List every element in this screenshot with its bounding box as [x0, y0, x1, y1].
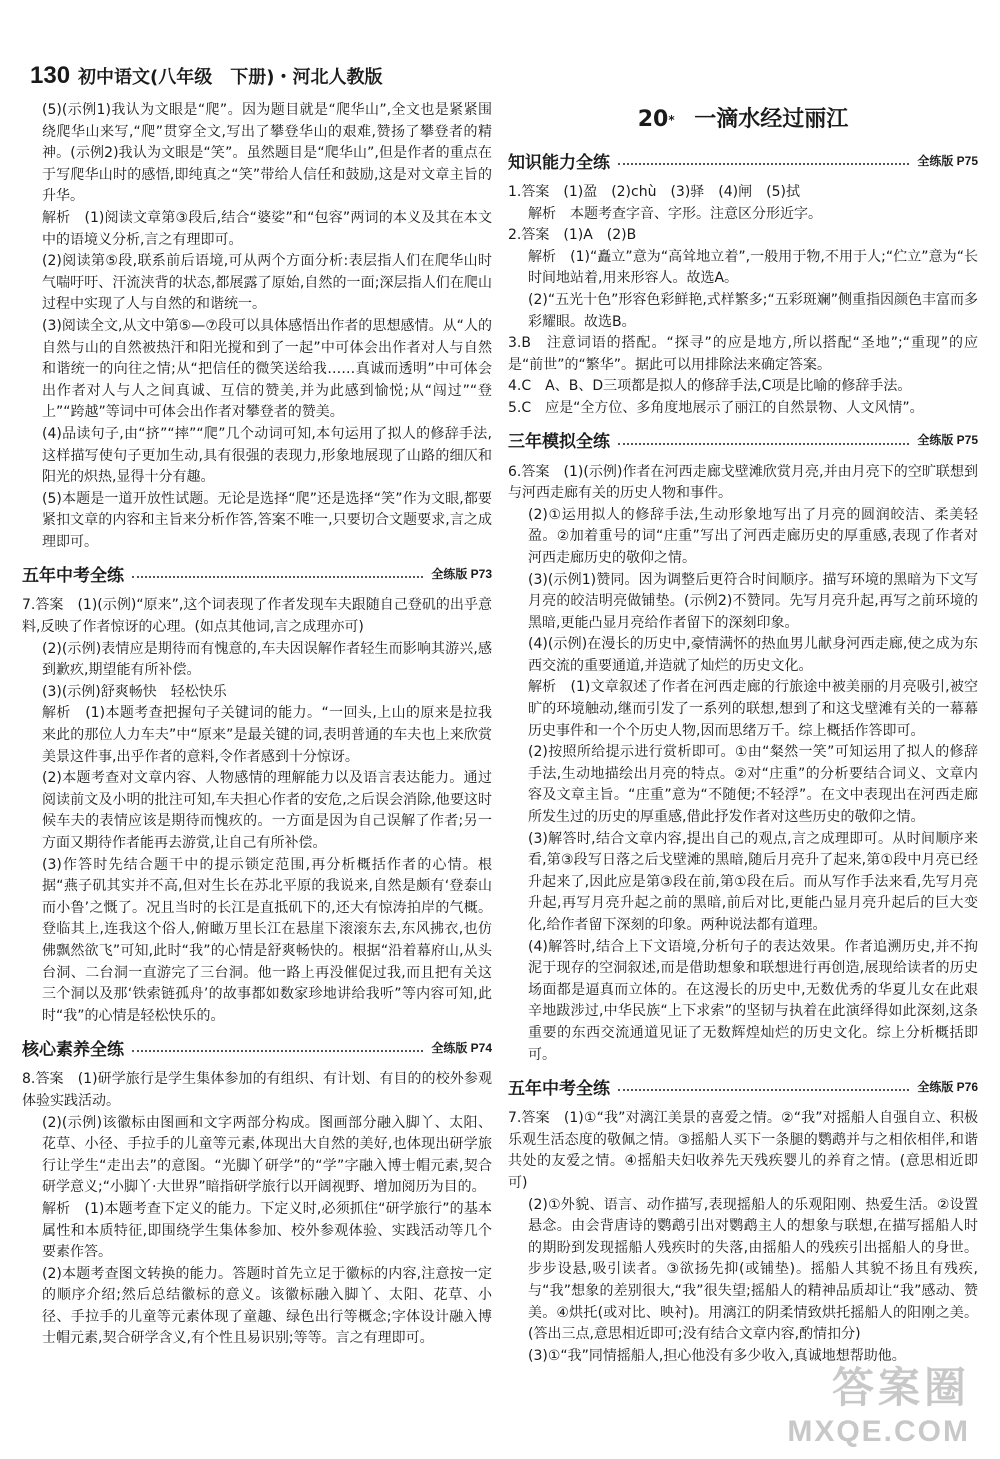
paragraph: 解析 (1)阅读文章第③段后,结合“婆娑”和“包容”两词的本义及其在本文中的语境义分析,言之有理即可。: [42, 209, 492, 248]
paragraph: (2)按照所给提示进行赏析即可。①由“粲然一笑”可知运用了拟人的修辞手法,生动地描绘出月亮的特点。②对“庄重”的分析要结合词义、文章内容及文章主旨。“庄重”意为“不随便;不轻浮”。在文中表现出在河西走廊所发生过的历史的厚重感,借此抒发作者对这些历史的敬仰之情。: [528, 744, 978, 826]
lesson-title: [508, 100, 978, 140]
paragraph: 8.答案 (1)研学旅行是学生集体参加的有组织、有计划、有目的的校外参观体验实践活动。: [22, 1071, 492, 1109]
paragraph: 7.答案 (1)(示例)“原来”,这个词表现了作者发现车夫跟随自己登矶的出乎意料,反映了作者惊讶的心理。(如点其他词,言之成理亦可): [22, 597, 492, 636]
page-header: [30, 62, 490, 102]
paragraph: (4)品读句子,由“挤”“摔”“爬”几个动词可知,本句运用了拟人的修辞手法,这样描写使句子更加生动,具有很强的表现力,形象地展现了山路的细仄和阳光的炽热,显得十分有趣。: [42, 425, 492, 486]
lesson-number: 20: [637, 107, 669, 132]
section-title: 五年中考全练: [22, 565, 124, 586]
paragraph: (2)本题考查对文章内容、人物感情的理解能力以及语言表达能力。通过阅读前文及小明的批注可知,车夫担心作者的安危,之后误会消除,他要这时候车夫的表情应该是期待而愧疚的。一方面是因为自己误解了作者;另一方面又期待作者能再去游赏,让自己有所补偿。: [42, 770, 492, 851]
paragraph: 3.B 注意词语的搭配。“探寻”的应是地方,所以搭配“圣地”;“重现”的应是“前世”的“繁华”。据此可以用排除法来确定答案。: [508, 335, 978, 373]
paragraph: 1.答案 (1)盈 (2)chù (3)驿 (4)闸 (5)拭: [508, 184, 800, 200]
paragraph: (5)(示例1)我认为文眼是“爬”。因为题目就是“爬华山”,全文也是紧紧围绕爬华山来写,“爬”贯穿全文,写出了攀登华山的艰难,赞扬了攀登者的精神。(示例2)我认为文眼是“笑”。虽然题目是“爬华山”,但是作者的重点在于写爬华山时的感悟,即纯真之“笑”带给人信任和鼓励,这是对文章主旨的升华。: [42, 102, 492, 205]
paragraph: 6.答案 (1)(示例)作者在河西走廊戈壁滩欣赏月亮,并由月亮下的空旷联想到与河西走廊有关的历史人物和事件。: [508, 463, 978, 502]
section-title: 五年中考全练: [508, 1078, 610, 1099]
paragraph: 解析 (1)本题考查下定义的能力。下定义时,必须抓住“研学旅行”的基本属性和本质特征,即围绕学生集体参加、校外参观体验、实践活动等几个要素作答。: [42, 1200, 492, 1261]
paragraph: (2)①运用拟人的修辞手法,生动形象地写出了月亮的圆润皎洁、柔美轻盈。②加着重号的词“庄重”写出了河西走廊历史的厚重感,表现了作者对河西走廊历史的敬仰之情。: [528, 506, 978, 566]
lesson-name: 一滴水经过丽江: [694, 107, 849, 132]
watermark: [787, 1355, 970, 1449]
section-divider: [132, 1050, 423, 1052]
section-header: [508, 146, 978, 174]
paragraph: (2)本题考查图文转换的能力。答题时首先立足于徽标的内容,注意按一定的顺序介绍;然后总结徽标的意义。该徽标融入脚丫、太阳、花草、小径、手拉手的儿童等元素体现了童趣、绿色出行等概念;字体设计融入博士帽元素,契合研学含义,有个性且易识别;等等。言之有理即可。: [42, 1265, 492, 1347]
lesson-mark: *: [668, 113, 675, 127]
paragraph: (3)作答时先结合题干中的提示锁定范围,再分析概括作者的心情。根据“燕子矶其实并不高,但对生长在苏北平原的我说来,自然是颇有‘登泰山而小鲁’之慨了。况且当时的长江是直抵矶下的,还大有惊涛拍岸的气概。登临其上,连我这个俗人,俯瞰万里长江在悬崖下滚滚东去,东风拂衣,也仿佛飘然欲飞”可知,此时“我”的心情是舒爽畅快的。根据“沿着幕府山,从头台洞、二台洞一直游完了三台洞。他一路上再没催促过我,而且把有关这三个洞以及那‘铁索链孤舟’的故事都如数家珍地讲给我听”等内容可知,此时“我”的心情是轻松快乐的。: [42, 856, 492, 1024]
section-title: 知识能力全练: [508, 152, 610, 173]
paragraph: 解析 (1)本题考查把握句子关键词的能力。“一回头,上山的原来是拉我来此的那位人力车夫”中“原来”是最关键的词,表明普通的车夫也上来欣赏美景这件事,出乎作者的意料,令作者感到十分惊讶。: [42, 705, 492, 765]
paragraph: 5.C 应是“全方位、多角度地展示了丽江的自然景物、人文风情”。: [508, 399, 924, 416]
knowledge-block: [508, 182, 978, 420]
paragraph: (2)(示例)表情应是期待而有愧意的,车夫因误解作者轻生而影响其游兴,感到歉疚,期望能有所补偿。: [42, 640, 492, 679]
question-7-block: [508, 1108, 978, 1367]
paragraph: 解析 (1)“矗立”意为“高耸地立着”,一般用于物,不用于人;“伫立”意为“长时间地站着,用来形容人。故选A。: [528, 248, 978, 287]
paragraph: (3)(示例1)赞同。因为调整后更符合时间顺序。描写环境的黑暗为下文写月亮的皎洁明亮做铺垫。(示例2)不赞同。先写月亮升起,再写之前环境的黑暗,更能凸显月亮给作者留下的深刻印象。: [528, 571, 978, 631]
intro-block: [22, 100, 492, 553]
paragraph: (3)解答时,结合文章内容,提出自己的观点,言之成理即可。从时间顺序来看,第③段写日落之后戈壁滩的黑暗,随后月亮升了起来,第①段中月亮已经升起来了,因此应是第③段在前,第①段在后。而从写作手法来看,先写月亮升起,再写月亮升起之前的黑暗,前后对比,更能凸显月亮升起后的巨大变化,给作者留下深刻的印象。两种说法都有道理。: [528, 830, 978, 933]
section-divider: [618, 163, 909, 165]
question-6-block: [508, 462, 978, 1067]
paragraph: (2)①外貌、语言、动作描写,表现摇船人的乐观阳刚、热爱生活。②设置悬念。由会背唐诗的鹦鹉引出对鹦鹉主人的想象与联想,在描写摇船人时的期盼到发现摇船人残疾时的失落,由摇船人的残疾引出摇船人的身世。步步设悬,吸引读者。③欲扬先抑(或铺垫)。摇船人其貌不扬且有残疾,与“我”想象的差别很大,“我”很失望;摇船人的精神品质却让“我”感动、赞美。④烘托(或对比、映衬)。用漓江的阴柔情致烘托摇船人的阳刚之美。(答出三点,意思相近即可;没有结合文章内容,酌情扣分): [528, 1196, 978, 1343]
page-number: 130: [30, 62, 71, 89]
section-header: [22, 1033, 492, 1061]
paragraph: (4)解答时,结合上下文语境,分析句子的表达效果。作者追溯历史,并不拘泥于现存的空洞叙述,而是借助想象和联想进行再创造,展现给读者的历史场面都是逼真而立体的。在这漫长的历史中,无数优秀的华夏儿女在此艰辛地跋涉过,中华民族“上下求索”的坚韧与执着在此演绎得如此深刻,这条重要的东西交流通道见证了无数辉煌灿烂的历史文化。综上分析概括即可。: [528, 938, 978, 1063]
question-8-block: [22, 1069, 492, 1350]
paragraph: (4)(示例)在漫长的历史中,豪情满怀的热血男儿献身河西走廊,使之成为东西交流的重要通道,并造就了灿烂的历史文化。: [528, 636, 978, 674]
section-version: 全练版 P75: [917, 153, 978, 168]
section-divider: [618, 443, 909, 445]
section-divider: [132, 576, 423, 578]
section-header: [508, 426, 978, 454]
watermark-url: MXQE.COM: [787, 1415, 970, 1448]
paragraph: (2)(示例)该徽标由图画和文字两部分构成。图画部分融入脚丫、太阳、花草、小径、手拉手的儿童等元素,体现出大自然的美好,也体现出研学旅行让学生“走出去”的意图。“光脚丫研学”的“学”字融入博士帽元素,契合研学意义;“小脚丫·大世界”暗指研学旅行以开阔视野、增加阅历为目的。: [42, 1114, 492, 1196]
book-title: 初中语文(八年级 下册)・河北人教版: [78, 67, 383, 88]
left-column: [22, 100, 492, 1350]
section-title: 核心素养全练: [22, 1039, 124, 1060]
paragraph: 2.答案 (1)A (2)B: [508, 227, 637, 244]
section-version: 全练版 P74: [431, 1040, 492, 1055]
section-header: [508, 1072, 978, 1100]
question-7-block: [22, 595, 492, 1027]
section-title: 三年模拟全练: [508, 432, 610, 453]
paragraph: 4.C A、B、D三项都是拟人的修辞手法,C项是比喻的修辞手法。: [508, 378, 912, 395]
paragraph: (2)阅读第⑤段,联系前后语境,可从两个方面分析:表层指人们在爬华山时气喘吁吁、汗流浃背的状态,都展露了原始,自然的一面;深层指人们在爬山过程中实现了人与自然的和谐统一。: [42, 253, 492, 313]
watermark-logo: 答案圈: [831, 1363, 970, 1412]
section-version: 全练版 P73: [431, 566, 492, 581]
paragraph: 解析 (1)文章叙述了作者在河西走廊的行旅途中被美丽的月亮吸引,被空旷的环境触动,继而引发了一系列的联想,想到了和这戈壁滩有关的一幕幕历史事件和一个个历史人物,因而思绪万千。综上概括作答即可。: [528, 679, 978, 739]
right-column: [508, 100, 978, 1367]
paragraph: (5)本题是一道开放性试题。无论是选择“爬”还是选择“笑”作为文眼,都要紧扣文章的内容和主旨来分析作答,答案不唯一,只要切合文题要求,言之成理即可。: [42, 490, 492, 550]
section-version: 全练版 P76: [917, 1079, 978, 1094]
section-divider: [618, 1089, 909, 1091]
section-header: [22, 559, 492, 587]
paragraph: (2)“五光十色”形容色彩鲜艳,式样繁多;“五彩斑斓”侧重指因颜色丰富而多彩耀眼。故选B。: [528, 291, 979, 330]
section-version: 全练版 P75: [917, 433, 978, 448]
paragraph: 解析 本题考查字音、字形。注意区分形近字。: [528, 205, 822, 222]
paragraph: 7.答案 (1)①“我”对漓江美景的喜爱之情。②“我”对摇船人自强自立、积极乐观生活态度的敬佩之情。③摇船人买下一条腿的鹦鹉并与之相依相伴,和谐共处的友爱之情。④摇船夫妇收养先天残疾婴儿的养育之情。(意思相近即可): [508, 1110, 978, 1191]
paragraph: (3)①“我”同情摇船人,担心他没有多少收入,真诚地想帮助他。: [528, 1347, 906, 1364]
paragraph: (3)(示例)舒爽畅快 轻松快乐: [42, 683, 227, 700]
paragraph: (3)阅读全文,从文中第⑤—⑦段可以具体感悟出作者的思想感情。从“人的自然与山的自然被热汗和阳光搅和到了一起”中可体会出作者对人与自然和谐统一的向往之情;从“把信任的微笑送给我……真诚而透明”中可体会出作者对人与人之间真诚、互信的赞美,并为此感到愉悦;从“闯过”“登上”“跨越”等词中可体会出作者对攀登者的赞美。: [42, 317, 492, 421]
